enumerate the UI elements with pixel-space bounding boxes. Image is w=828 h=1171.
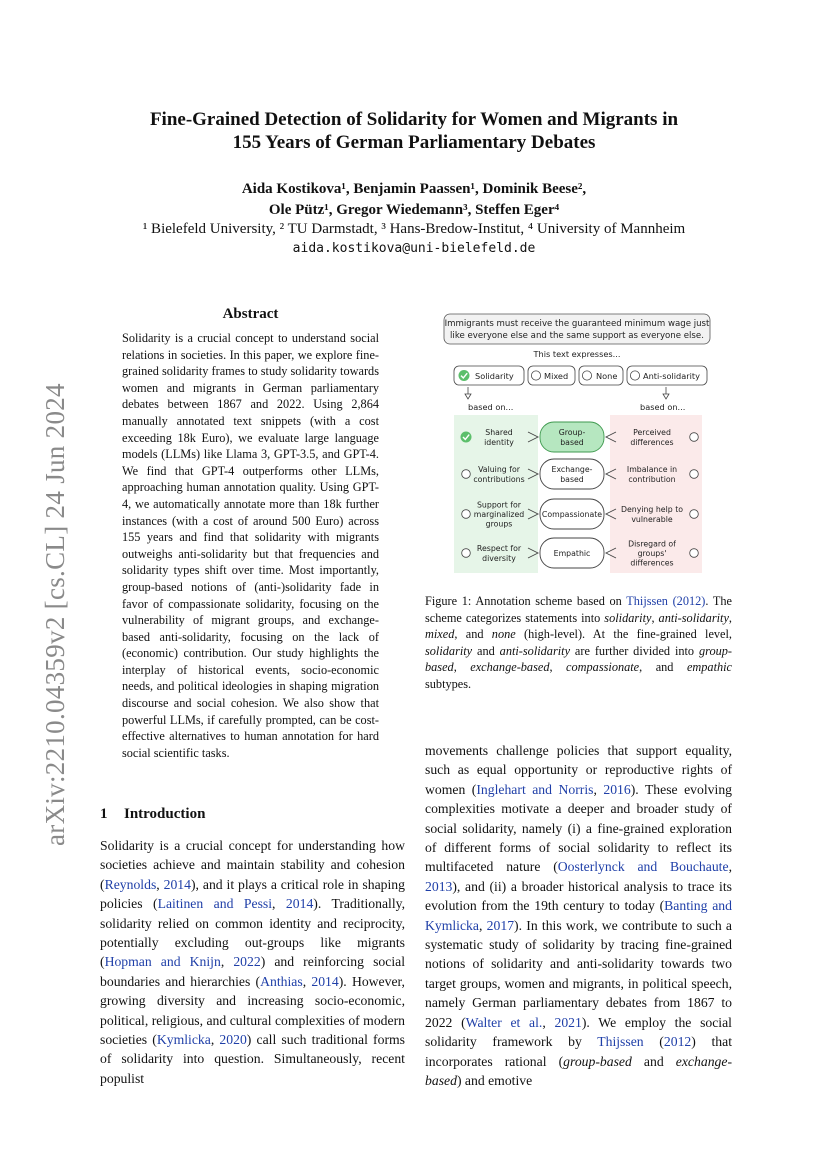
citation-link[interactable]: Anthias <box>260 973 303 989</box>
figure-caption <box>425 593 732 693</box>
body-text: ) call such traditional forms of solidarity into question. Simultaneously, recent populist <box>100 1032 405 1086</box>
title-line-1: Fine-Grained Detection of Solidarity for Women and Migrants in <box>149 109 679 130</box>
body-text: ). However, growing diversity and increasing socio-economic, political, religious, and cultural complexities of modern societies ( <box>100 973 405 1048</box>
anti-solidarity-subtype-label: Imbalance in <box>626 465 678 475</box>
center-type-label: Empathic <box>553 549 591 558</box>
mixed-radio-icon <box>531 371 540 380</box>
authors-line-1: Aida Kostikova¹, Benjamin Paassen¹, Dominik Beese², <box>241 181 587 197</box>
citation-link[interactable]: 2017 <box>486 917 515 933</box>
body-text: and <box>631 1053 676 1069</box>
solidarity-subtype-label: contributions <box>473 474 525 484</box>
caption-label: Figure 1: Annotation scheme based on <box>425 594 627 608</box>
body-text: , <box>728 859 732 875</box>
caption-term: none <box>491 627 516 642</box>
citation-link[interactable]: Inglehart and Norris <box>476 781 594 797</box>
caption-text: and <box>472 643 500 658</box>
caption-text: , <box>549 660 567 675</box>
body-text: ). These evolving complexities motivate a deeper and broader study of social solidarity, namely (i) a fine-grained exploration of different forms of social solidarity to reflect its multifaceted nature ( <box>425 781 733 875</box>
arxiv-identifier: arXiv:2210.04359v2 [cs.CL] 24 Jun 2024 <box>40 383 70 846</box>
paper-title <box>90 108 738 154</box>
anti-solidarity-subtype-label: differences <box>630 558 674 568</box>
body-text: ), and (ii) a broader historical analysis to trace its evolution from the 19th century to today ( <box>425 878 732 914</box>
body-text: , <box>593 781 604 797</box>
body-text: , <box>220 954 234 970</box>
emphasis-text: exchange-based <box>425 1053 733 1088</box>
radio-icon <box>462 510 471 519</box>
anti-solidarity-radio-icon <box>630 371 639 380</box>
body-text: ). Traditionally, solidarity relied on common identity and reciprocity, potentially excluding out-groups like migrants ( <box>100 896 405 970</box>
quote-line-1: Immigrants must receive the guaranteed minimum wage just <box>444 319 710 329</box>
caption-text: . The scheme categorizes statements into <box>425 594 733 625</box>
based-on-right: based on... <box>640 402 686 412</box>
anti-solidarity-subtype-label: vulnerable <box>631 514 673 524</box>
body-text: ). In this work, we contribute to such a systematic study of solidarity by tracing fine-grained notions of solidarity and anti-solidarity towards two target groups, women and migrants, in political speech, namely German parliamentary debates from 1867 to 2022 ( <box>425 917 732 1030</box>
mixed-label: Mixed <box>544 371 569 381</box>
expresses-label: This text expresses... <box>533 349 621 359</box>
affiliations: ¹ Bielefeld University, ² TU Darmstadt, ³ Hans-Bredow-Institut, ⁴ University of Mannheim <box>142 221 686 237</box>
abstract-text: Solidarity is a crucial concept to understand social relations in societies. In this paper, we explore fine-grained solidarity frames to study solidarity towards women and migrants in German parliamentary debates between 1867 and 2022. Using 2,864 manually annotated text snippets (with a cost exceeding 18k Euro), we evaluate large language models (LLMs) like Llama 3, GPT-3.5, and GPT-4. We find that GPT-4 outperforms other LLMs, approaching human annotation quality. Using GPT-4, we automatically annotate more than 18k further instances (with a cost of around 500 Euro) across 155 years and find that solidarity with migrants outweighs anti-solidarity but that frequencies and solidarity types shift over time. Most importantly, group-based notions of (anti-)solidarity fade in favor of compassionate solidarity, focusing on the vulnerability of migrant groups, and exchange-based anti-solidarity, focusing on the lack of (economic) contribution. Our study highlights the interplay of historical events, socio-economic needs, and political ideologies in shaping migration discourse and social cohesion. We also show that powerful LLMs, if carefully prompted, can be cost-effective alternatives to human annotation for hard social scientific tasks. <box>122 331 379 760</box>
none-label: None <box>596 371 618 381</box>
solidarity-subtype-label: Respect for <box>476 544 522 554</box>
body-text: , <box>272 896 286 912</box>
none-radio-icon <box>582 371 591 380</box>
caption-term: solidarity <box>604 610 652 625</box>
section-heading-introduction <box>100 806 205 823</box>
citation-link[interactable]: 2016 <box>603 781 631 797</box>
citation-link[interactable]: Hopman and Knijn <box>104 954 221 970</box>
solidarity-subtype-label: marginalized <box>473 510 525 519</box>
citation-link[interactable]: Banting and Kymlicka <box>425 898 732 933</box>
anti-solidarity-subtype-label: differences <box>630 437 674 447</box>
body-text: Solidarity is a crucial concept for understanding how societies achieve and maintain stability and cohesion ( <box>100 838 405 892</box>
citation-link[interactable]: Oosterlynck and Bouchaute <box>557 859 729 875</box>
arxiv-sidebar <box>20 368 70 846</box>
caption-text: , <box>728 610 732 625</box>
caption-text: , <box>651 610 659 625</box>
citation-link[interactable]: 2022 <box>233 954 261 970</box>
caption-text: subtypes. <box>425 676 472 691</box>
body-text: ) that incorporates rational ( <box>425 1034 733 1069</box>
body-text: , <box>302 973 312 989</box>
solidarity-subtype-label: Valuing for <box>478 465 520 475</box>
radio-icon <box>462 470 471 479</box>
caption-text: (high-level). At the fine-grained level, <box>515 627 732 642</box>
based-on-left: based on... <box>468 402 514 412</box>
citation-link[interactable]: Thijssen <box>597 1034 644 1050</box>
intro-right-column <box>425 741 732 1090</box>
anti-solidarity-subtype-label: Denying help to <box>620 505 684 515</box>
citation-link[interactable]: 2021 <box>554 1014 582 1030</box>
body-text: movements challenge policies that support equality, such as equal opportunity or reproductive rights of women ( <box>425 743 732 797</box>
selected-check-icon <box>461 432 472 443</box>
caption-term: compassionate <box>566 660 640 675</box>
citation-link[interactable]: 2020 <box>219 1032 247 1048</box>
quote-line-2: like everyone else and the same support as everyone else. <box>450 331 704 341</box>
caption-term: anti-solidarity <box>499 643 571 658</box>
body-text: ). We employ the social solidarity framework by <box>425 1014 732 1050</box>
anti-solidarity-subtype-label: contribution <box>628 474 676 484</box>
body-text: ) and reinforcing social boundaries and hierarchies ( <box>100 954 405 989</box>
caption-term: solidarity <box>425 643 473 658</box>
solidarity-label: Solidarity <box>475 371 514 381</box>
center-type-label: Group- <box>558 428 586 438</box>
affiliations-block <box>70 219 758 259</box>
intro-left-column <box>100 836 405 1088</box>
annotation-scheme-figure <box>440 312 716 576</box>
radio-icon <box>690 510 699 519</box>
radio-icon <box>690 549 699 558</box>
center-type-label: based <box>560 474 584 484</box>
body-text: , <box>210 1032 220 1048</box>
body-text: ), and it plays a critical role in shaping policies ( <box>100 876 405 912</box>
solidarity-subtype-label: groups <box>485 519 513 529</box>
caption-term: group-based <box>425 643 732 675</box>
section-number: 1 <box>100 806 108 822</box>
anti-solidarity-label: Anti-solidarity <box>643 371 700 381</box>
caption-text: , and <box>639 660 687 675</box>
citation-link[interactable]: Kymlicka <box>156 1032 211 1048</box>
caption-text: , and <box>454 627 492 642</box>
abstract-heading: Abstract <box>222 306 279 322</box>
caption-term: exchange-based <box>470 660 550 675</box>
citation-link[interactable]: 2014 <box>311 973 339 989</box>
caption-text: are further divided into <box>570 643 699 658</box>
solidarity-subtype-label: diversity <box>482 553 516 563</box>
title-line-2: 155 Years of German Parliamentary Debates <box>232 132 596 153</box>
citation-link[interactable]: 2014 <box>163 876 191 892</box>
center-type-label: Exchange- <box>551 465 593 475</box>
solidarity-subtype-label: identity <box>484 437 514 447</box>
caption-citation[interactable]: Thijssen (2012) <box>626 594 706 608</box>
citation-link[interactable]: Reynolds <box>104 876 157 892</box>
section-title: Introduction <box>124 806 206 822</box>
anti-solidarity-subtype-label: groups' <box>637 549 667 558</box>
radio-icon <box>690 470 699 479</box>
citation-link[interactable]: Laitinen and Pessi <box>157 896 273 912</box>
caption-term: anti-solidarity <box>658 610 729 625</box>
emphasis-text: group-based <box>563 1053 632 1069</box>
citation-link[interactable]: 2012 <box>663 1034 692 1050</box>
anti-solidarity-subtype-label: Disregard of <box>628 539 676 549</box>
solidarity-subtype-label: Shared <box>485 428 513 438</box>
solidarity-check-icon <box>459 370 470 381</box>
citation-link[interactable]: 2013 <box>425 878 453 894</box>
center-type-label: Compassionate <box>541 510 603 519</box>
caption-text: , <box>453 660 471 675</box>
body-text: ) and emotive <box>456 1072 533 1088</box>
caption-term: empathic <box>686 660 733 675</box>
author-list <box>90 179 738 221</box>
citation-link[interactable]: 2014 <box>285 896 314 912</box>
solidarity-subtype-label: Support for <box>476 500 522 510</box>
center-type-label: based <box>560 437 584 447</box>
body-text: ( <box>643 1034 664 1050</box>
body-text: , <box>478 917 487 933</box>
anti-solidarity-subtype-label: Perceived <box>633 428 671 438</box>
caption-term: mixed <box>425 627 455 642</box>
radio-icon <box>690 433 699 442</box>
body-text: , <box>542 1014 555 1030</box>
radio-icon <box>462 549 471 558</box>
contact-email[interactable]: aida.kostikova@uni-bielefeld.de <box>292 241 536 256</box>
authors-line-2: Ole Pütz¹, Gregor Wiedemann³, Steffen Eger⁴ <box>268 202 560 218</box>
body-text: , <box>156 876 164 892</box>
citation-link[interactable]: Walter et al. <box>465 1014 543 1030</box>
